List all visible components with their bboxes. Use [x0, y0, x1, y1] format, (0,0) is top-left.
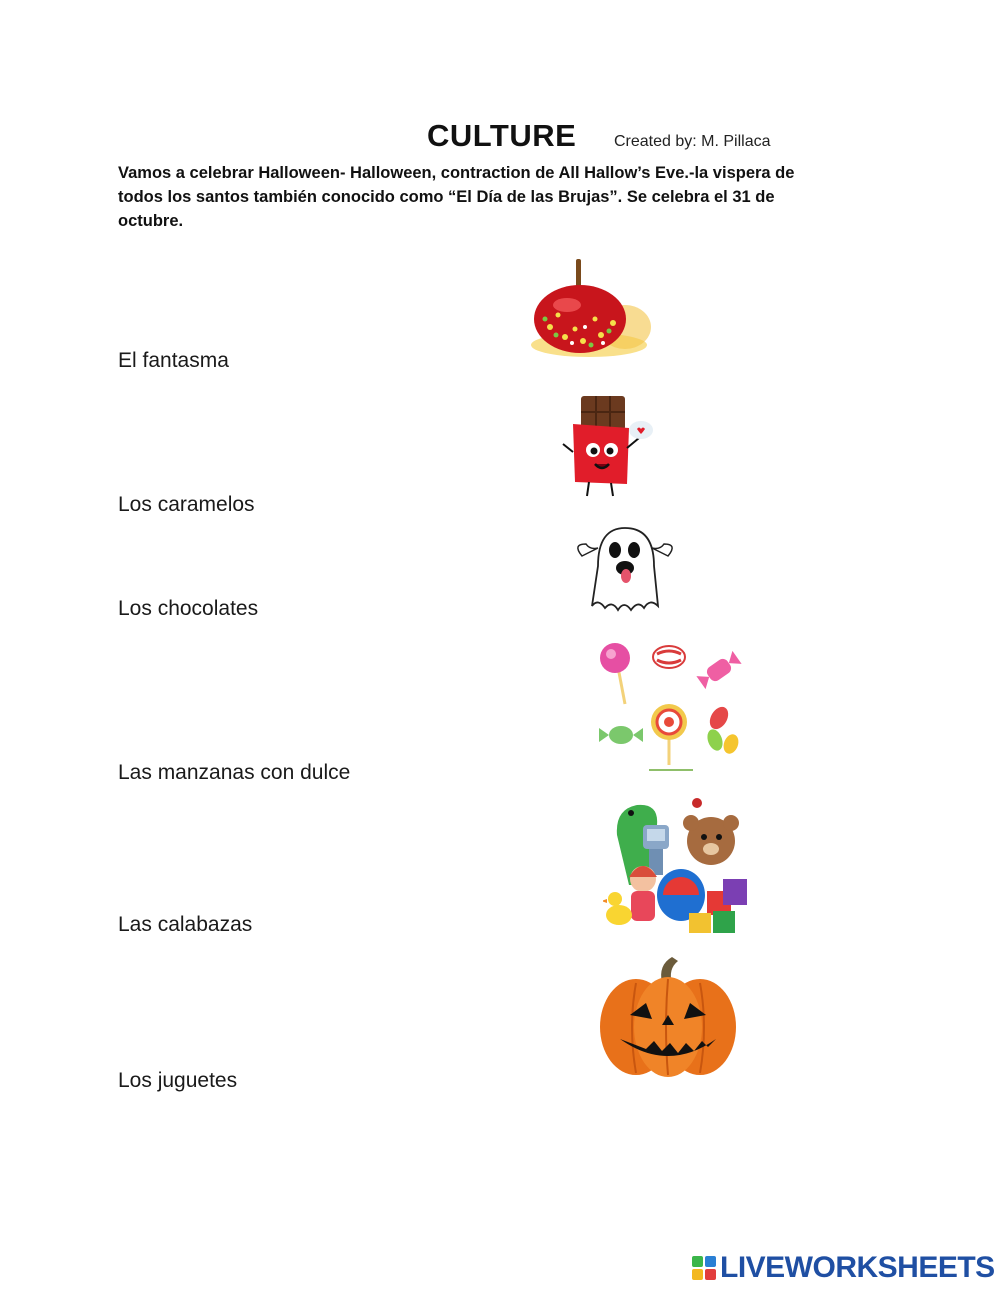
- brand-text: LIVEWORKSHEETS: [720, 1251, 995, 1284]
- intro-line-1: Vamos a celebrar Halloween- Halloween, contraction de All Hallow’s Eve.-la vispera de: [118, 164, 795, 182]
- intro-line-3: octubre.: [118, 212, 184, 230]
- page-title: CULTURE: [427, 118, 577, 153]
- intro-line-2: todos los santos también conocido como “El Día de las Brujas”. Se celebra el 31 de: [118, 188, 775, 206]
- label-los-chocolates[interactable]: Los chocolates: [118, 597, 259, 620]
- ghost-icon[interactable]: [568, 526, 683, 616]
- toys-icon[interactable]: [603, 795, 751, 937]
- author-credit: Created by: M. Pillaca: [614, 133, 771, 150]
- candies-icon[interactable]: [597, 640, 747, 775]
- liveworksheets-logo: [692, 1253, 995, 1283]
- candy-apple-icon[interactable]: [525, 257, 655, 362]
- label-las-manzanas-con-dulce[interactable]: Las manzanas con dulce: [118, 761, 351, 784]
- intro-paragraph: [118, 161, 878, 233]
- brand-mark-icon: [692, 1256, 716, 1280]
- label-los-juguetes[interactable]: Los juguetes: [118, 1069, 238, 1092]
- label-los-caramelos[interactable]: Los caramelos: [118, 493, 255, 516]
- pumpkin-icon[interactable]: [596, 955, 741, 1080]
- label-las-calabazas[interactable]: Las calabazas: [118, 913, 253, 936]
- chocolate-bar-icon[interactable]: [555, 392, 660, 500]
- label-el-fantasma[interactable]: El fantasma: [118, 349, 229, 372]
